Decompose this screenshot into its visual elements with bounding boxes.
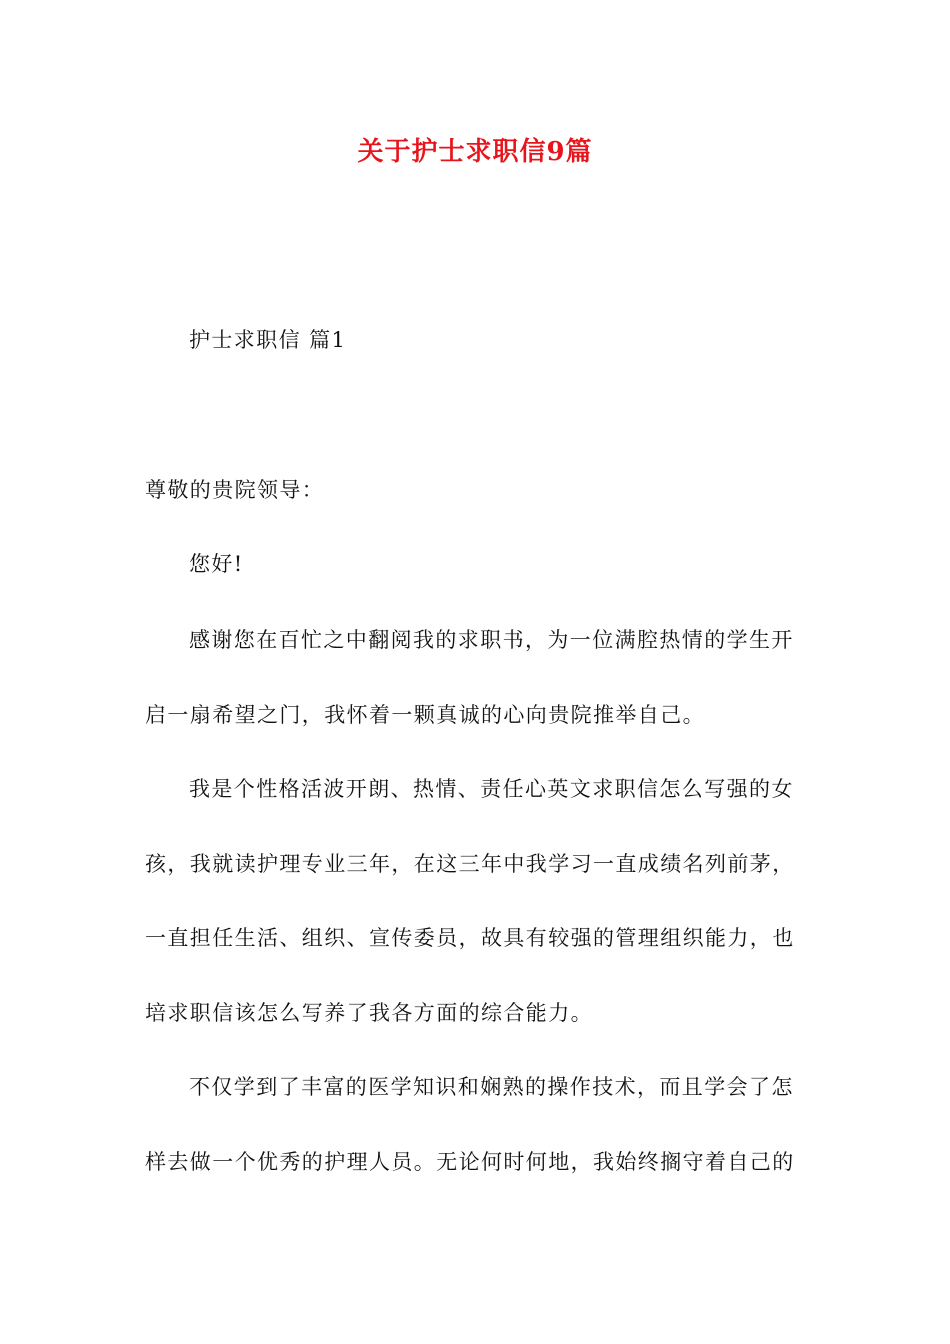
paragraph-line: 我是个性格活波开朗、热情、责任心英文求职信怎么写强的女 bbox=[189, 777, 794, 801]
paragraph-line: 感谢您在百忙之中翻阅我的求职书，为一位满腔热情的学生开 bbox=[189, 628, 794, 652]
salutation: 尊敬的贵院领导： bbox=[145, 478, 325, 502]
paragraph-line: 培求职信该怎么写养了我各方面的综合能力。 bbox=[145, 1001, 593, 1025]
greeting: 您好! bbox=[189, 552, 244, 576]
paragraph-line: 一直担任生活、组织、宣传委员，故具有较强的管理组织能力，也 bbox=[145, 926, 795, 950]
paragraph-line: 启一扇希望之门，我怀着一颗真诚的心向贵院推举自己。 bbox=[145, 703, 705, 727]
paragraph-line: 样去做一个优秀的护理人员。无论何时何地，我始终搁守着自己的 bbox=[145, 1150, 795, 1174]
document-title: 关于护士求职信9篇 bbox=[357, 137, 593, 167]
paragraph-line: 孩，我就读护理专业三年，在这三年中我学习一直成绩名列前茅， bbox=[145, 852, 795, 876]
paragraph-line: 不仅学到了丰富的医学知识和娴熟的操作技术，而且学会了怎 bbox=[189, 1075, 794, 1099]
section-heading: 护士求职信 篇1 bbox=[189, 328, 347, 352]
